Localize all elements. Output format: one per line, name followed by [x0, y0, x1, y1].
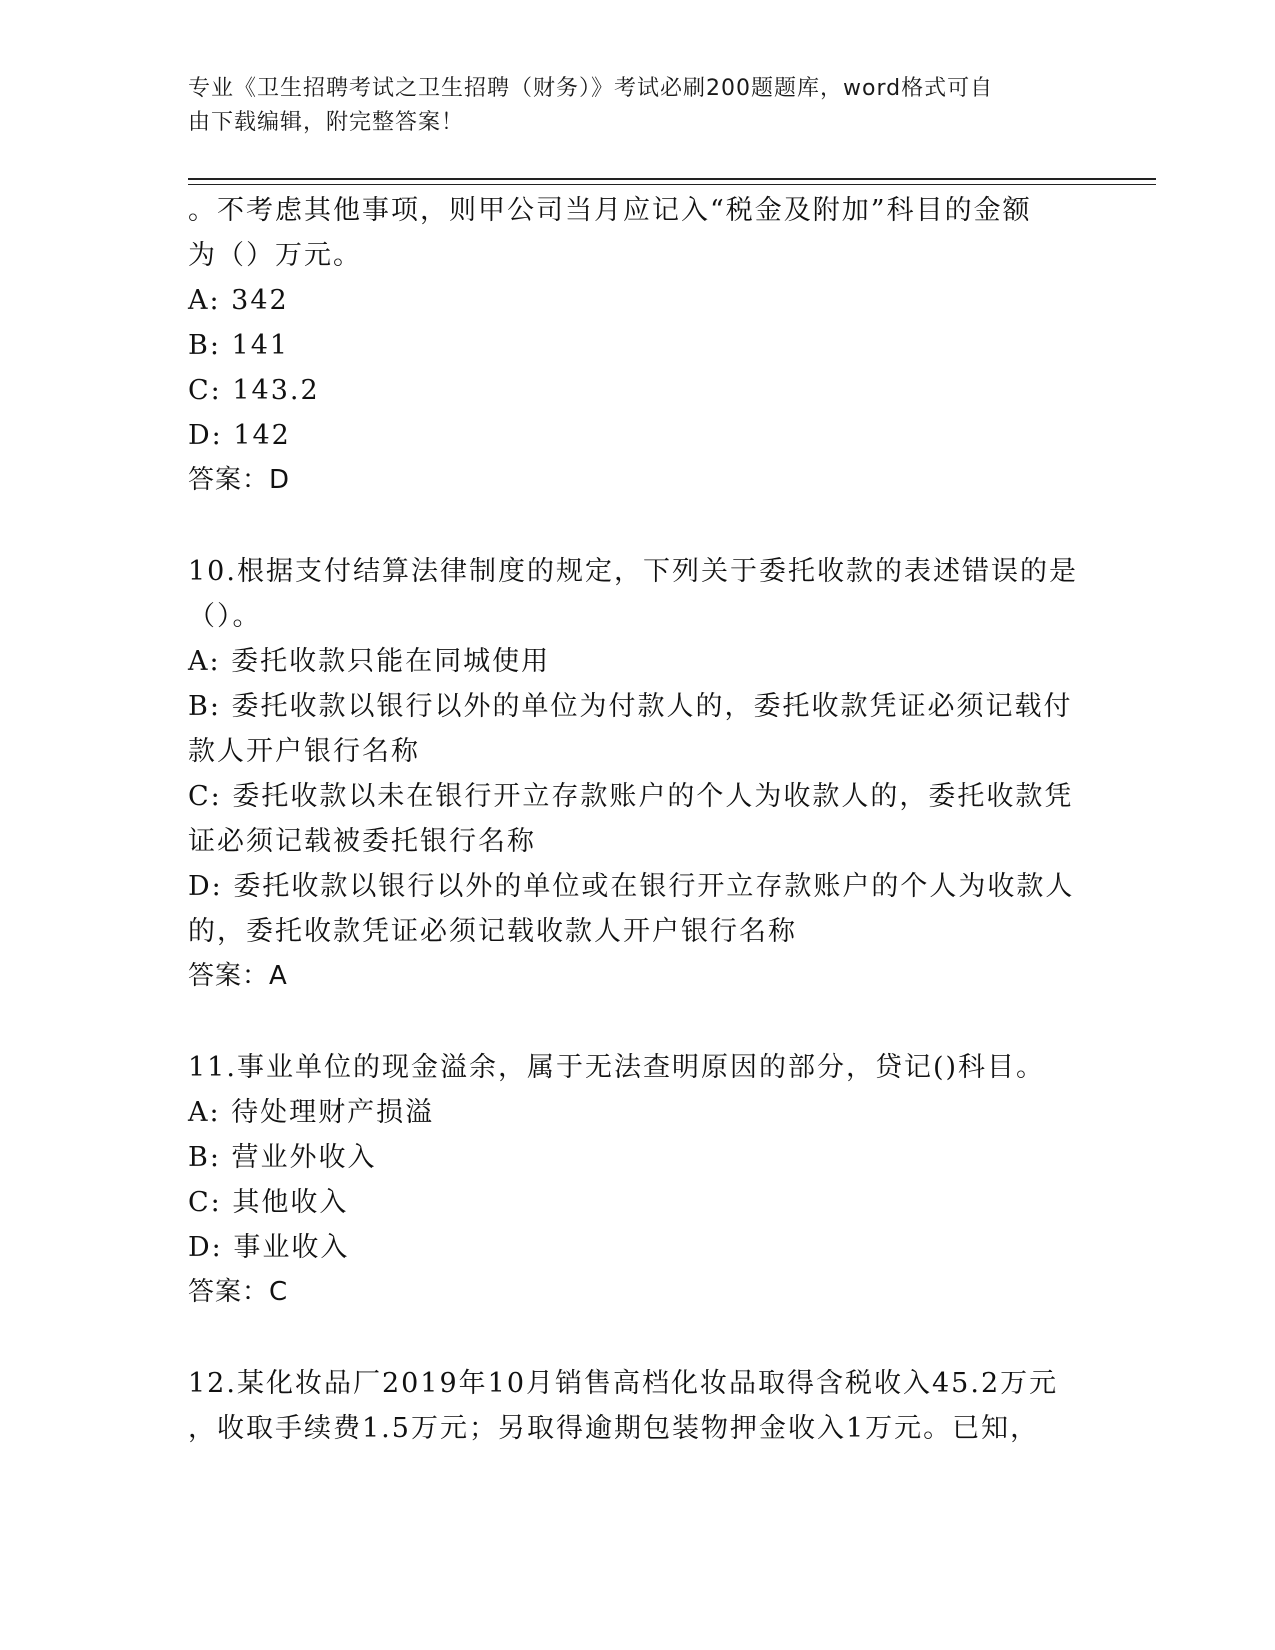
document-header [188, 72, 1068, 140]
answer-label: 答案：A [188, 961, 288, 991]
question-spacer [188, 999, 1088, 1045]
option-d: D: 142 [188, 420, 291, 451]
option-b: B: 营业外收入 [188, 1142, 377, 1173]
question-stem-line: 12.某化妆品厂2019年10月销售高档化妆品取得含税收入45.2万元 [188, 1368, 1059, 1399]
question-spacer [188, 1315, 1088, 1361]
header-divider-thin [188, 184, 1156, 185]
option-c-continuation: 证必须记载被委托银行名称 [188, 826, 536, 857]
question-10 [188, 549, 1088, 999]
question-stem-line: ，收取手续费1.5万元；另取得逾期包装物押金收入1万元。已知， [188, 1413, 1040, 1444]
question-9 [188, 188, 1088, 503]
option-d-continuation: 的，委托收款凭证必须记载收款人开户银行名称 [188, 916, 797, 947]
option-a: A: 委托收款只能在同城使用 [188, 646, 551, 677]
option-a: A: 342 [188, 285, 289, 316]
option-c: C: 143.2 [188, 375, 320, 406]
option-c: C: 委托收款以未在银行开立存款账户的个人为收款人的，委托收款凭 [188, 781, 1074, 812]
header-title-line-1: 专业《卫生招聘考试之卫生招聘（财务）》考试必刷200题题库，word格式可自 [188, 76, 994, 101]
question-stem-line: 10.根据支付结算法律制度的规定，下列关于委托收款的表述错误的是 [188, 556, 1078, 587]
option-b-continuation: 款人开户银行名称 [188, 736, 420, 767]
question-12 [188, 1361, 1088, 1451]
question-stem-line: 。不考虑其他事项，则甲公司当月应记入“税金及附加”科目的金额 [188, 195, 1032, 226]
question-spacer [188, 503, 1088, 549]
question-11 [188, 1045, 1088, 1315]
option-b: B: 委托收款以银行以外的单位为付款人的，委托收款凭证必须记载付 [188, 691, 1073, 722]
answer-label: 答案：C [188, 1277, 289, 1307]
header-divider-thick [188, 178, 1156, 180]
answer-label: 答案：D [188, 465, 291, 495]
option-a: A: 待处理财产损溢 [188, 1097, 435, 1128]
question-list [188, 188, 1088, 1451]
option-b: B: 141 [188, 330, 290, 361]
question-stem-line: 11.事业单位的现金溢余，属于无法查明原因的部分，贷记()科目。 [188, 1052, 1046, 1083]
header-title-line-2: 由下载编辑，附完整答案！ [188, 110, 465, 135]
option-d: D: 事业收入 [188, 1232, 350, 1263]
option-d: D: 委托收款以银行以外的单位或在银行开立存款账户的个人为收款人 [188, 871, 1075, 902]
option-c: C: 其他收入 [188, 1187, 349, 1218]
question-stem-line: 为（）万元。 [188, 240, 362, 271]
question-stem-line: （）。 [188, 601, 262, 632]
